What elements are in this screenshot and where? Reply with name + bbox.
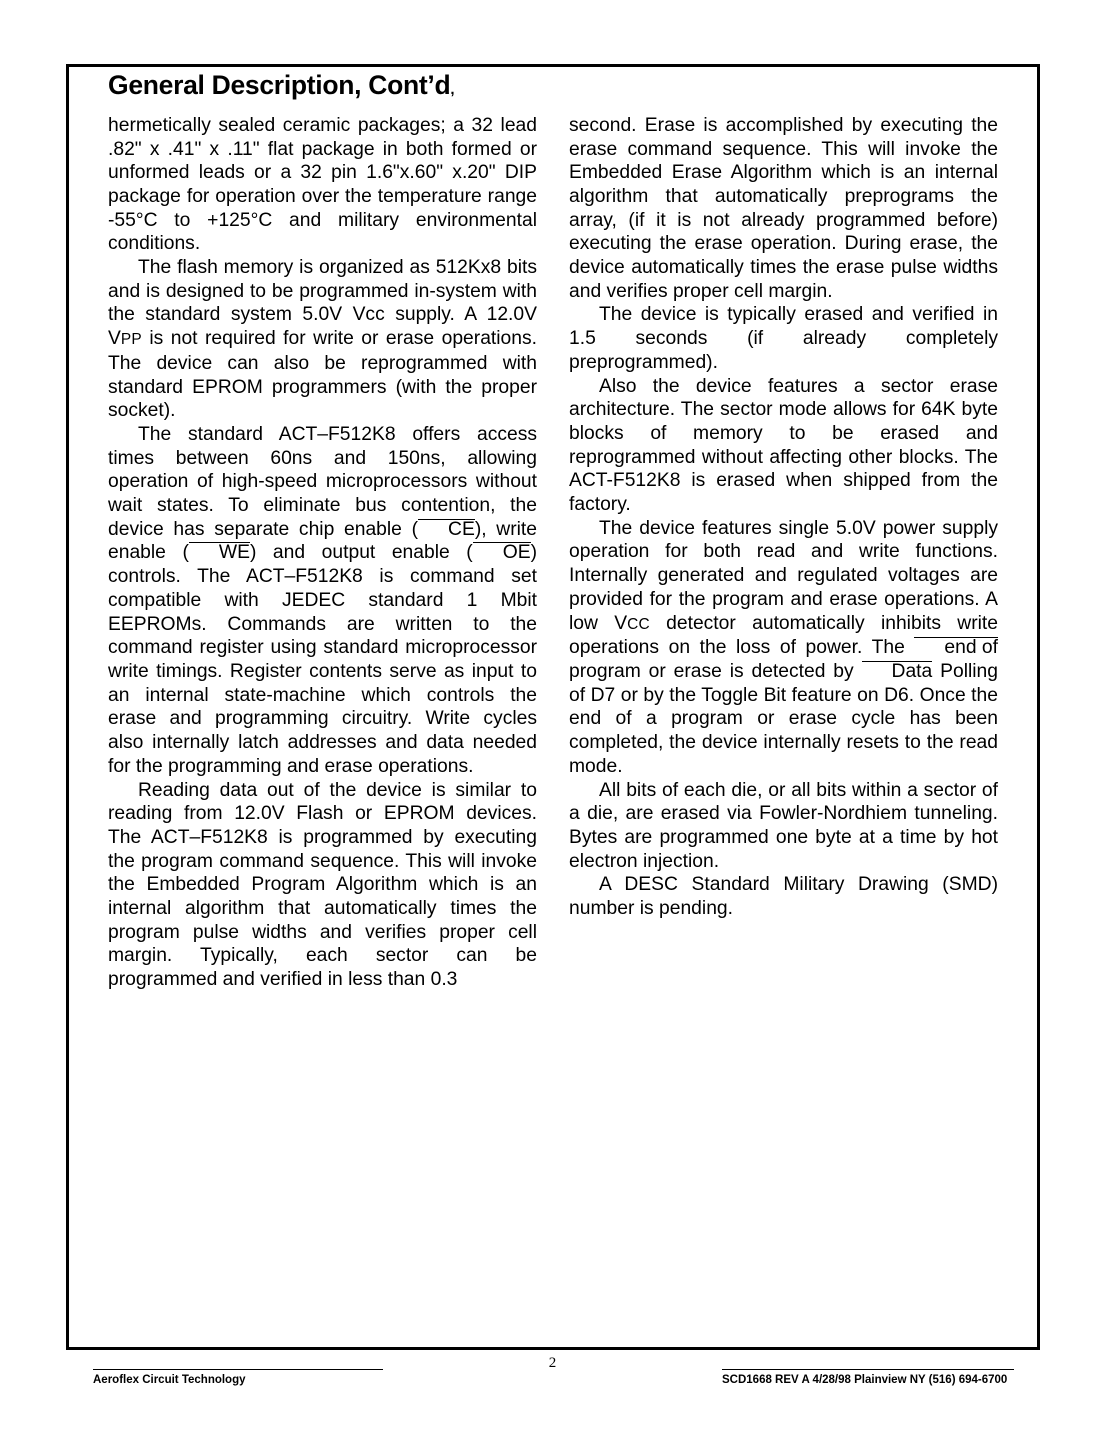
text-run: hermetically sealed ceramic packages; a 32 lead .82" x .41" x .11" flat package in both formed or unformed leads or a 32 pin 1.6"x.60" x.20" DIP package for operation over the temperature range -55°C to +125°C and military environmental conditions. <box>108 114 537 255</box>
text-run: ), write enable ( <box>108 518 537 564</box>
overline-signal-name: end of <box>914 637 998 657</box>
text-run: The device features single 5.0V power supply operation for both read and write functions. Internally generated and regulated voltages are provided for the program and erase operations. A low <box>569 517 998 634</box>
paragraph <box>108 256 537 423</box>
page-title-trailing-comma: , <box>450 81 455 98</box>
text-run: detector automatically inhibits write operations on the loss of power. The <box>569 612 998 659</box>
small-caps-subscript: CC <box>627 615 650 633</box>
text-run: ) and output enable ( <box>249 542 473 564</box>
paragraph <box>108 779 537 992</box>
paragraph <box>569 375 998 517</box>
footer-document-ref: SCD1668 REV A 4/28/98 Plainview NY (516) 694-6700 <box>722 1369 1014 1386</box>
two-column-body <box>108 114 998 992</box>
text-run: ) controls. The ACT–F512K8 is command set compatible with JEDEC standard 1 Mbit EEPROMs. Commands are written to the command register using standard microprocessor write timings. Register contents serve as input to an internal state-machine which controls the erase and programming circuitry. Write cycles also internally latch addresses and data needed for the programming and erase operations. <box>108 542 537 777</box>
paragraph <box>569 779 998 874</box>
overline-signal-name: CE <box>418 519 475 539</box>
text-run: second. Erase is accomplished by executing the erase command sequence. This will invoke the Embedded Erase Algorithm which is an internal algorithm that automatically preprograms the array, (if it is not already programmed before) executing the erase operation. During erase, the device automatically times the erase pulse widths and verifies proper cell margin. <box>569 114 998 302</box>
overline-signal-name: OE <box>473 542 531 562</box>
text-run: V <box>108 328 121 350</box>
page-content <box>108 72 998 1302</box>
text-run: The device is typically erased and verified in 1.5 seconds (if already completely preprogrammed). <box>569 304 998 373</box>
paragraph <box>569 517 998 779</box>
paragraph <box>108 114 537 256</box>
paragraph <box>108 423 537 779</box>
text-run: All bits of each die, or all bits within a sector of a die, are erased via Fowler-Nordhiem tunneling. Bytes are programmed one byte at a time by hot electron injection. <box>569 779 998 872</box>
text-run: V <box>614 612 628 634</box>
text-column-left <box>108 114 537 992</box>
text-run: The flash memory is organized as 512Kx8 bits and is designed to be programmed in-system with the standard system 5.0V Vcc supply. A 12.0V <box>108 257 537 326</box>
small-caps-subscript: PP <box>120 331 142 349</box>
page-footer <box>0 1355 1105 1415</box>
overline-signal-name: WE <box>189 542 250 562</box>
overline-signal-name: Data <box>862 661 933 681</box>
paragraph <box>569 114 998 304</box>
text-run: program or erase is detected by <box>569 660 862 682</box>
paragraph <box>569 873 998 920</box>
paragraph <box>569 303 998 374</box>
footer-company: Aeroflex Circuit Technology <box>93 1369 383 1386</box>
footer-page-number: 2 <box>548 1355 557 1371</box>
text-run: Polling of D7 or by the Toggle Bit feature on D6. Once the end of a program or erase cycle has been completed, the device internally resets to the read mode. <box>569 660 998 777</box>
text-run: Also the device features a sector erase architecture. The sector mode allows for 64K byte blocks of memory to be erased and reprogrammed without affecting other blocks. The ACT-F512K8 is erased when shipped from the factory. <box>569 375 998 516</box>
page-title-text: General Description, Cont’d <box>108 70 451 100</box>
text-run: Reading data out of the device is similar to reading from 12.0V Flash or EPROM devices. The ACT–F512K8 is programmed by executing the program command sequence. This will invoke the Embedded Program Algorithm which is an internal algorithm that automatically times the program pulse widths and verifies proper cell margin. Typically, each sector can be programmed and verified in less than 0.3 <box>108 779 537 991</box>
text-run: is not required for write or erase operations. The device can also be reprogrammed with standard EPROM programmers (with the proper socket). <box>108 328 537 422</box>
text-column-right <box>569 114 998 921</box>
page-title <box>108 72 998 100</box>
text-run: A DESC Standard Military Drawing (SMD) number is pending. <box>569 874 998 920</box>
text-run: The standard ACT–F512K8 offers access times between 60ns and 150ns, allowing operation of high-speed microprocessors without wait states. To eliminate bus contention, the device has separate chip enable ( <box>108 423 537 540</box>
